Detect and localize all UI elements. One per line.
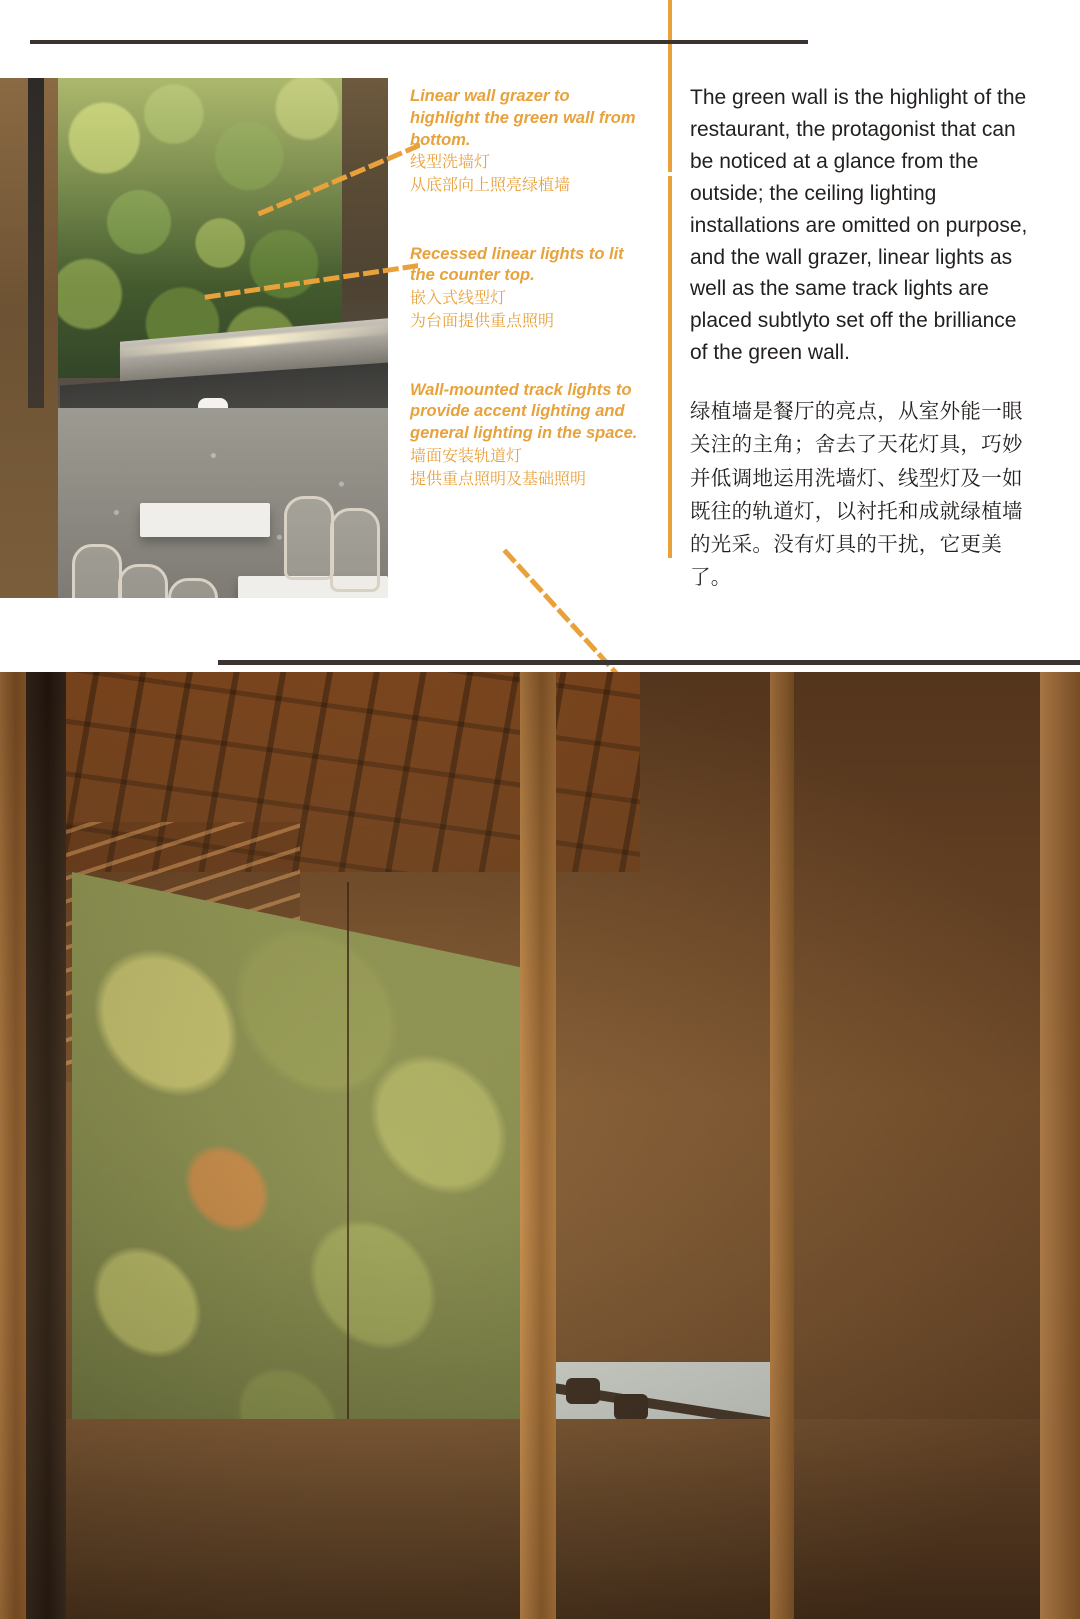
chair-2: [118, 564, 168, 598]
wood-column-2: [520, 672, 556, 1619]
callout-english-text: Linear wall grazer to highlight the green wall from bottom.: [410, 87, 636, 149]
chair-5: [330, 508, 380, 592]
dark-structural-post: [26, 672, 66, 1619]
callout-chinese-line-2: 从底部向上照亮绿植墙: [410, 177, 571, 195]
callout-chinese-line-1: 线型洗墙灯: [410, 154, 491, 172]
bottom-photo: [0, 672, 1080, 1619]
leader-line-3: [500, 548, 630, 688]
callout-chinese-line-1: 嵌入式线型灯: [410, 290, 507, 308]
wood-column-4: [1040, 672, 1080, 1619]
callout-english-text: Wall-mounted track lights to provide accent lighting and general lighting in the space.: [410, 380, 638, 443]
callout-list: [410, 86, 642, 537]
chair-4: [284, 496, 334, 580]
accent-vertical-rule-top: [668, 0, 672, 172]
wood-column-3: [770, 672, 794, 1619]
track-spot-light-2: [614, 1394, 648, 1420]
dining-table-1: [140, 503, 270, 537]
wood-column-1: [0, 672, 26, 1619]
body-chinese-paragraph: 绿植墙是餐厅的亮点，从室外能一眼关注的主角；舍去了天花灯具，巧妙并低调地运用洗墙灯、线型灯及一如既往的轨道灯，以衬托和成就绿植墙的光采。没有灯具的干扰，它更美了。: [690, 400, 1023, 590]
callout-chinese-line-2: 为台面提供重点照明: [410, 313, 555, 331]
callout-item: [410, 86, 642, 198]
bottom-divider: [218, 660, 1080, 665]
top-right-divider: [668, 40, 808, 44]
chair-1: [72, 544, 122, 598]
track-spot-light-1: [566, 1378, 600, 1404]
top-left-divider: [30, 40, 670, 44]
accent-vertical-rule-body: [668, 176, 672, 558]
callout-item: [410, 380, 642, 492]
callout-item: [410, 244, 642, 334]
callout-chinese-line-2: 提供重点照明及基础照明: [410, 471, 587, 489]
body-text-column: [690, 82, 1036, 594]
callout-chinese-line-1: 墙面安装轨道灯: [410, 447, 523, 465]
dark-column: [28, 78, 44, 408]
callout-english-text: Recessed linear lights to lit the counter top.: [410, 244, 624, 285]
leader-line-2: [196, 262, 418, 302]
leader-line-1: [250, 140, 420, 220]
body-english-paragraph: The green wall is the highlight of the restaurant, the protagonist that can be noticed at a glance from the outside; the ceiling lighting installations are omitted on purpose, and the wall grazer, linear lights as well as the same track lights are placed subtlyto set off the brilliance of the green wall.: [690, 86, 1028, 365]
